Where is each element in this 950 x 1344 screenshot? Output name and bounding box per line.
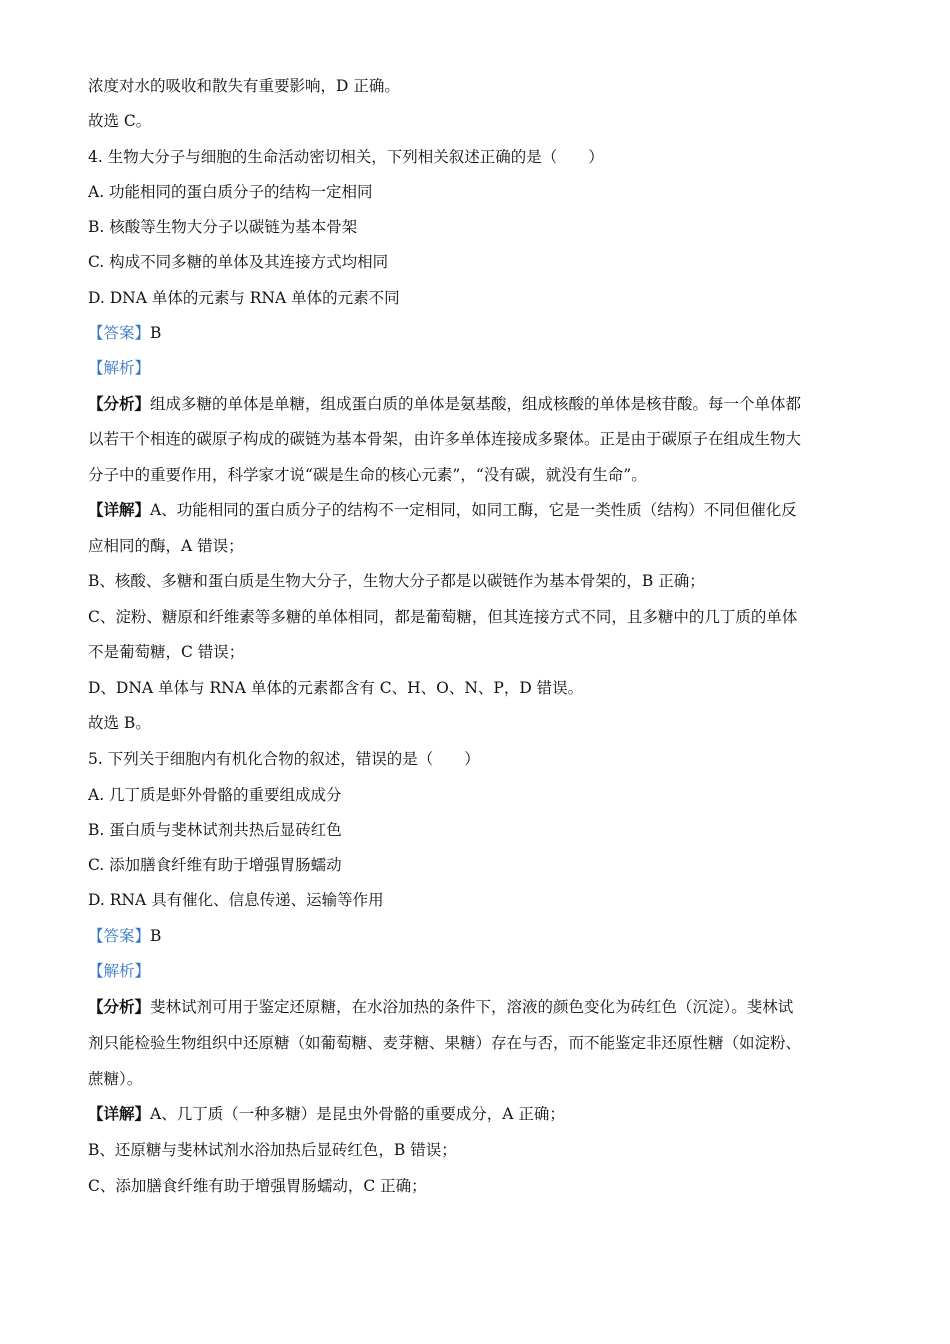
question-4-xiangjie-line-3: B、核酸、多糖和蛋白质是生物大分子，生物大分子都是以碳链作为基本骨架的，B 正确； [88,572,705,590]
answer-value: B [150,324,162,342]
question-5-stem: 5. 下列关于细胞内有机化合物的叙述，错误的是（ ） [88,750,480,768]
answer-value: B [150,927,162,945]
question-4-xiangjie-line-1: 【详解】A、功能相同的蛋白质分子的结构不一定相同，如同工酶，它是一类性质（结构）不同但催化反 [88,500,797,519]
question-4-analysis-heading [88,358,150,378]
question-4-xiangjie-line-5: 不是葡萄糖，C 错误； [88,643,245,661]
question-4-fenxi-line-2: 以若干个相连的碳原子构成的碳链为基本骨架，由许多单体连接成多聚体。正是由于碳原子在组成生物大 [88,430,802,448]
xiangjie-label: 【详解】 [88,1104,151,1123]
question-4-fenxi-line-1: 【分析】组成多糖的单体是单糖，组成蛋白质的单体是氨基酸，组成核酸的单体是核苷酸。每一个单体都 [88,394,802,413]
question-5-answer [88,926,161,946]
question-5-fenxi-line-2: 剂只能检验生物组织中还原糖（如葡萄糖、麦芽糖、果糖）存在与否，而不能鉴定非还原性糖（如淀粉、 [88,1034,802,1052]
question-4-answer [88,323,161,343]
xiangjie-label: 【详解】 [88,500,151,519]
analysis-label: 【解析】 [88,359,151,377]
conclusion-line: 故选 C。 [88,112,152,130]
fenxi-label: 【分析】 [88,997,151,1016]
question-4-conclusion: 故选 B。 [88,714,151,732]
question-4-fenxi-line-3: 分子中的重要作用，科学家才说“碳是生命的核心元素”，“没有碳，就没有生命”。 [88,466,647,484]
fenxi-label: 【分析】 [88,394,151,413]
question-5-option-c: C. 添加膳食纤维有助于增强胃肠蠕动 [88,856,342,874]
question-5-xiangjie-line-3: C、添加膳食纤维有助于增强胃肠蠕动，C 正确； [88,1177,427,1195]
question-5-fenxi-line-3: 蔗糖）。 [88,1070,143,1088]
text-line: 浓度对水的吸收和散失有重要影响，D 正确。 [88,77,400,95]
question-4-option-a: A. 功能相同的蛋白质分子的结构一定相同 [88,183,373,201]
question-5-analysis-heading [88,961,150,981]
question-4-stem: 4. 生物大分子与细胞的生命活动密切相关，下列相关叙述正确的是（ ） [88,148,604,166]
question-4-option-c: C. 构成不同多糖的单体及其连接方式均相同 [88,253,389,271]
question-4-xiangjie-line-6: D、DNA 单体与 RNA 单体的元素都含有 C、H、O、N、P，D 错误。 [88,679,584,697]
answer-label: 【答案】 [88,927,151,945]
question-5-fenxi-line-1: 【分析】斐林试剂可用于鉴定还原糖，在水浴加热的条件下，溶液的颜色变化为砖红色（沉淀）。斐林试 [88,997,794,1016]
question-5-xiangjie-line-1: 【详解】A、几丁质（一种多糖）是昆虫外骨骼的重要成分，A 正确； [88,1104,565,1123]
question-5-option-b: B. 蛋白质与斐林试剂共热后显砖红色 [88,821,342,839]
question-5-option-d: D. RNA 具有催化、信息传递、运输等作用 [88,891,384,909]
question-4-xiangjie-line-4: C、淀粉、糖原和纤维素等多糖的单体相同，都是葡萄糖，但其连接方式不同，且多糖中的几丁质的单体 [88,608,798,626]
answer-label: 【答案】 [88,324,151,342]
question-4-option-d: D. DNA 单体的元素与 RNA 单体的元素不同 [88,289,400,307]
question-5-option-a: A. 几丁质是虾外骨骼的重要组成成分 [88,786,342,804]
question-5-xiangjie-line-2: B、还原糖与斐林试剂水浴加热后显砖红色，B 错误； [88,1141,457,1159]
analysis-label: 【解析】 [88,962,151,980]
question-4-xiangjie-line-2: 应相同的酶，A 错误； [88,537,244,555]
question-4-option-b: B. 核酸等生物大分子以碳链为基本骨架 [88,218,358,236]
